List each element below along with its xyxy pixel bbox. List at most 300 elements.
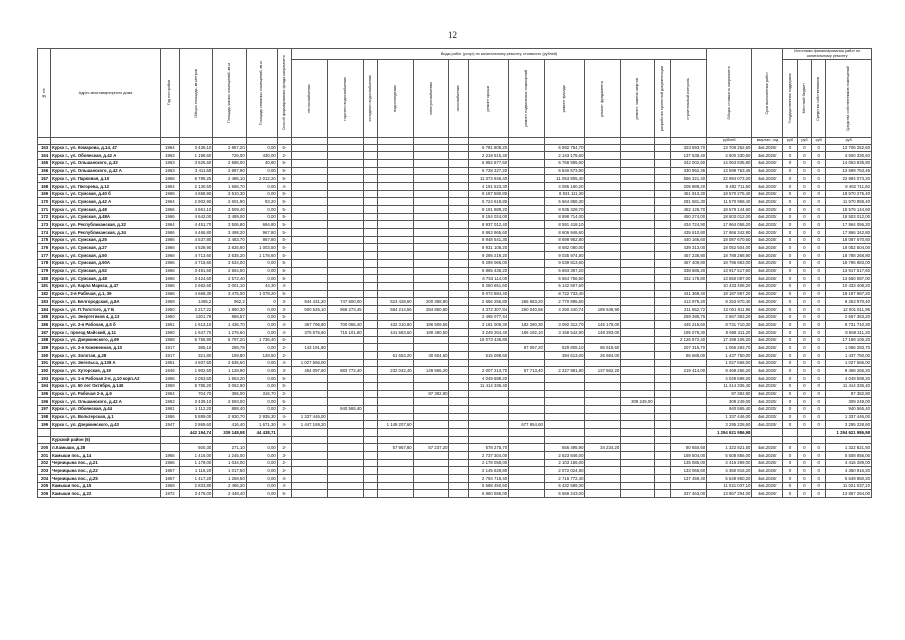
header-area-nonliving: Площадь нежилых помещений, кв.м xyxy=(246,49,277,138)
table-cell: 1965 xyxy=(160,190,179,198)
table-cell xyxy=(449,482,468,490)
table-cell: 1917 xyxy=(160,344,179,352)
table-cell: 2 564,60 xyxy=(213,267,246,275)
table-cell xyxy=(292,313,328,321)
table-cell: 1 322 821,50 xyxy=(707,444,752,452)
table-cell: 0 xyxy=(797,236,811,244)
table-cell: 4 350 916,20 xyxy=(826,467,872,475)
table-cell: 4 715,60 xyxy=(179,259,212,267)
table-cell: 266 583,20 xyxy=(509,298,545,306)
table-cell xyxy=(413,244,449,252)
table-cell xyxy=(621,444,654,452)
table-cell: 0 xyxy=(797,182,811,190)
table-cell xyxy=(363,329,377,337)
table-cell: 1966 xyxy=(160,459,179,467)
table-cell xyxy=(544,421,585,429)
table-cell: 4кв.2020г xyxy=(752,321,783,329)
table-cell xyxy=(51,428,161,436)
table-cell xyxy=(654,398,671,406)
table-cell xyxy=(413,475,449,483)
table-cell: 14 063 835,80 xyxy=(826,159,872,167)
table-cell: 1 613,10 xyxy=(179,321,212,329)
table-cell: 0 xyxy=(783,244,797,252)
table-cell: 5 588 450,60 xyxy=(468,482,509,490)
table-cell: 9 187 580,80 xyxy=(468,190,509,198)
table-cell xyxy=(621,144,654,152)
table-cell xyxy=(585,190,621,198)
table-cell xyxy=(327,236,363,244)
table-cell xyxy=(413,375,449,383)
table-cell: 0 xyxy=(812,359,826,367)
table-cell xyxy=(413,221,449,229)
table-cell xyxy=(654,352,671,360)
table-cell xyxy=(327,352,363,360)
table-cell xyxy=(363,313,377,321)
table-cell xyxy=(585,290,621,298)
table-cell xyxy=(327,490,363,498)
table-cell xyxy=(544,413,585,421)
table-cell xyxy=(363,159,377,167)
table-cell xyxy=(327,382,363,390)
table-cell: 4- xyxy=(277,321,291,329)
table-cell: 11 414 336,40 xyxy=(468,382,509,390)
header-total-owners: Средства собственников помещений xyxy=(826,60,872,138)
table-cell: 170 xyxy=(38,198,51,206)
table-cell: 4кв.2020г xyxy=(752,359,783,367)
table-cell: 0 xyxy=(783,305,797,313)
table-cell xyxy=(292,221,328,229)
table-cell: 11 570 958,40 xyxy=(707,198,752,206)
table-cell: 13 867 294,00 xyxy=(826,490,872,498)
table-cell: 1 245,00 xyxy=(213,452,246,460)
table-cell: 8 935 328,70 xyxy=(544,206,585,214)
table-cell xyxy=(509,467,545,475)
table-cell: 0 xyxy=(783,198,797,206)
table-cell xyxy=(327,282,363,290)
table-cell: 0 xyxy=(797,252,811,260)
table-cell xyxy=(363,444,377,452)
table-cell: 867,80 xyxy=(246,236,277,244)
table-cell: 0 xyxy=(783,236,797,244)
table-cell: Черницына пос., д.22 xyxy=(51,467,161,475)
table-cell: 0,00 xyxy=(246,190,277,198)
table-cell: 10 433 408,20 xyxy=(707,282,752,290)
table-cell xyxy=(327,167,363,175)
table-cell xyxy=(413,175,449,183)
table-cell xyxy=(654,452,671,460)
header-hot-water: горячего водоснабжения xyxy=(327,60,363,138)
table-cell xyxy=(292,336,328,344)
table-cell xyxy=(292,467,328,475)
table-cell: 3- xyxy=(277,298,291,306)
table-cell xyxy=(292,490,328,498)
table-cell xyxy=(449,321,468,329)
table-cell: 11 414 336,40 xyxy=(707,382,752,390)
table-cell: 856,57 xyxy=(213,313,246,321)
table-cell: 5 724 618,80 xyxy=(468,198,509,206)
table-cell: 0 xyxy=(812,298,826,306)
table-cell: 11 570 958,40 xyxy=(826,198,872,206)
table-cell: 1956 xyxy=(160,375,179,383)
table-cell: 83,20 xyxy=(246,198,277,206)
table-cell: 0 xyxy=(812,467,826,475)
table-cell: 1 178,00 xyxy=(179,459,212,467)
table-cell xyxy=(509,159,545,167)
table-cell: 9 191 889,20 xyxy=(468,206,509,214)
table-cell: 0 xyxy=(812,290,826,298)
table-cell: 1 736,40 xyxy=(246,336,277,344)
table-cell: 2 217,22 xyxy=(179,305,212,313)
table-cell: 3 506,80 xyxy=(213,221,246,229)
table-cell: 4- xyxy=(277,182,291,190)
table-cell: 5- xyxy=(277,290,291,298)
table-cell xyxy=(327,452,363,460)
table-cell xyxy=(363,367,377,375)
header-heat: теплоснабжения xyxy=(292,60,328,138)
table-cell: 0 xyxy=(812,329,826,337)
table-cell: 3 535,20 xyxy=(213,252,246,260)
table-cell xyxy=(585,421,621,429)
table-cell: 0 xyxy=(812,282,826,290)
table-cell: 0 xyxy=(797,475,811,483)
table-cell xyxy=(544,405,585,413)
table-cell xyxy=(509,405,545,413)
table-cell: 365,00 xyxy=(213,390,246,398)
table-cell xyxy=(621,298,654,306)
table-cell: 18 187 987,20 xyxy=(826,290,872,298)
header-works-group: Виды работ (услуг) по капитальному ремонту, стоимость (рублей) xyxy=(292,49,707,60)
table-cell: 1964 xyxy=(160,198,179,206)
table-cell: 0 xyxy=(812,313,826,321)
table-cell xyxy=(544,359,585,367)
table-cell: 457 409,80 xyxy=(671,259,707,267)
table-cell xyxy=(621,352,654,360)
table-cell: 9 039 813,60 xyxy=(544,259,585,267)
table-cell: 5 649 950,20 xyxy=(707,475,752,483)
section-row xyxy=(38,436,872,444)
table-cell: 1 066 283,70 xyxy=(826,344,872,352)
table-cell: Курск г., ул. Сумская, д.48 xyxy=(51,275,161,283)
table-cell xyxy=(449,305,468,313)
subtotal-row xyxy=(38,428,872,436)
table-cell: 188 xyxy=(38,336,51,344)
table-cell: 3 158 542,90 xyxy=(544,329,585,337)
table-cell xyxy=(621,359,654,367)
table-cell: 6 768 955,60 xyxy=(544,159,585,167)
table-cell: 163 xyxy=(38,144,51,152)
table-cell: 182 280,30 xyxy=(509,321,545,329)
table-cell: 2 219 515,40 xyxy=(468,152,509,160)
table-cell: 4кв.2020г xyxy=(752,275,783,283)
table-cell: 451 913,30 xyxy=(671,190,707,198)
table-cell xyxy=(544,382,585,390)
table-cell xyxy=(377,313,413,321)
table-cell: 13 650 087,00 xyxy=(707,275,752,283)
table-cell: 1968 xyxy=(160,175,179,183)
table-row xyxy=(38,236,872,244)
table-cell: 321,80 xyxy=(179,352,212,360)
table-cell: 4кв.2020г xyxy=(752,421,783,429)
table-cell xyxy=(292,267,328,275)
table-cell: 159 504,00 xyxy=(671,452,707,460)
table-cell: 1 118,20 xyxy=(179,467,212,475)
table-cell: 18 570 275,40 xyxy=(826,190,872,198)
table-cell: 13 706 252,60 xyxy=(826,144,872,152)
table-cell xyxy=(621,490,654,498)
table-cell: Курск г., ул. Сумская, д.50А xyxy=(51,259,161,267)
table-cell: 0,00 xyxy=(246,167,277,175)
table-cell: 11 373 946,40 xyxy=(468,175,509,183)
table-cell: 323 593,70 xyxy=(671,144,707,152)
table-cell: 0 xyxy=(783,344,797,352)
table-cell xyxy=(363,221,377,229)
table-cell: 0 xyxy=(783,490,797,498)
table-cell: 0 xyxy=(812,275,826,283)
table-cell xyxy=(449,367,468,375)
table-cell: 18 788 268,80 xyxy=(826,252,872,260)
table-row xyxy=(38,482,872,490)
table-cell xyxy=(509,313,545,321)
table-cell xyxy=(413,182,449,190)
table-cell: 1961 xyxy=(160,321,179,329)
header-year: Год постройки xyxy=(160,49,179,138)
table-cell xyxy=(327,290,363,298)
table-cell xyxy=(327,213,363,221)
table-cell: 13 917 517,60 xyxy=(826,267,872,275)
unit-rub: руб xyxy=(812,138,826,145)
table-cell: 0,00 xyxy=(246,490,277,498)
table-cell xyxy=(413,290,449,298)
table-cell: Курск г., ул. Ольшанского, д.42 А xyxy=(51,167,161,175)
table-cell: 5- xyxy=(277,267,291,275)
table-cell xyxy=(585,213,621,221)
table-cell xyxy=(363,198,377,206)
table-cell: 316,70 xyxy=(246,390,277,398)
table-cell: 4кв.2020г xyxy=(752,290,783,298)
table-cell: 183 xyxy=(38,298,51,306)
table-row xyxy=(38,452,872,460)
table-cell xyxy=(544,313,585,321)
table-cell xyxy=(654,175,671,183)
table-cell xyxy=(449,144,468,152)
table-cell xyxy=(509,259,545,267)
table-cell xyxy=(621,467,654,475)
table-cell xyxy=(413,398,449,406)
table-cell: 2- xyxy=(277,390,291,398)
table-cell: 2 794 719,40 xyxy=(468,475,509,483)
table-cell xyxy=(671,375,707,383)
table-cell xyxy=(621,244,654,252)
table-cell: 166 xyxy=(38,167,51,175)
table-cell: 4кв.2020г xyxy=(752,236,783,244)
table-cell: 3- xyxy=(277,367,291,375)
table-cell xyxy=(292,290,328,298)
table-cell: 430,00 xyxy=(246,152,277,160)
table-cell: 3 424,60 xyxy=(179,275,212,283)
table-cell: 1 027 566,00 xyxy=(707,359,752,367)
table-cell: 0 xyxy=(783,144,797,152)
table-cell: 0 xyxy=(797,421,811,429)
table-cell: 3 181 009,30 xyxy=(468,321,509,329)
table-cell: 1963 xyxy=(160,152,179,160)
table-cell: 189 480,50 xyxy=(413,329,449,337)
table-row xyxy=(38,290,872,298)
table-cell: 8 931 111,30 xyxy=(544,190,585,198)
table-cell xyxy=(377,152,413,160)
table-cell xyxy=(363,428,377,436)
table-cell: 8 482 711,60 xyxy=(826,182,872,190)
table-cell xyxy=(327,375,363,383)
table-cell xyxy=(621,236,654,244)
table-cell xyxy=(363,475,377,483)
table-cell xyxy=(327,398,363,406)
table-cell xyxy=(449,490,468,498)
table-cell xyxy=(292,144,328,152)
table-cell xyxy=(585,182,621,190)
table-cell: 2 593,00 xyxy=(213,398,246,406)
table-cell: 201 xyxy=(38,452,51,460)
table-cell: 1 902,50 xyxy=(179,367,212,375)
table-cell xyxy=(449,444,468,452)
table-cell xyxy=(509,252,545,260)
header-rn: № п/п xyxy=(38,49,51,138)
table-cell: 367 796,80 xyxy=(292,321,328,329)
table-row xyxy=(38,352,872,360)
table-cell xyxy=(292,252,328,260)
table-row xyxy=(38,405,872,413)
table-cell: 26 584,00 xyxy=(585,352,621,360)
table-cell: 1 034,00 xyxy=(213,459,246,467)
table-cell: 167 xyxy=(38,175,51,183)
table-cell xyxy=(377,244,413,252)
table-cell: 3 439,10 xyxy=(179,398,212,406)
table-cell xyxy=(621,329,654,337)
table-cell xyxy=(509,490,545,498)
table-cell xyxy=(449,236,468,244)
table-cell: 4кв.2020г xyxy=(752,390,783,398)
table-cell xyxy=(671,282,707,290)
table-cell: 940 565,40 xyxy=(826,405,872,413)
table-cell: 8 731 710,30 xyxy=(707,321,752,329)
table-cell xyxy=(585,175,621,183)
table-cell: Курск г., ул. Сумская, д.48 xyxy=(51,206,161,214)
table-cell: 2- xyxy=(277,344,291,352)
table-cell: 4кв.2020г xyxy=(752,344,783,352)
header-owners: Средства собственников xyxy=(812,60,826,138)
table-cell: 1964 xyxy=(160,182,179,190)
table-cell: 1966 xyxy=(160,252,179,260)
table-cell xyxy=(621,159,654,167)
table-cell xyxy=(654,259,671,267)
table-cell: 18 579 144,60 xyxy=(707,206,752,214)
table-cell: 2 997,90 xyxy=(213,167,246,175)
table-cell: 0 xyxy=(783,405,797,413)
table-cell: 0 xyxy=(783,282,797,290)
table-cell: 128,50 xyxy=(246,352,277,360)
table-cell: 11 053 805,40 xyxy=(544,175,585,183)
table-cell xyxy=(509,390,545,398)
table-cell xyxy=(449,436,468,444)
table-cell: 1 417,20 xyxy=(179,475,212,483)
table-cell: 5- xyxy=(277,221,291,229)
table-cell xyxy=(621,375,654,383)
table-cell xyxy=(377,359,413,367)
table-cell xyxy=(363,390,377,398)
table-cell: 4 350 916,20 xyxy=(707,467,752,475)
table-cell: Курск г., ул. Дзержинского, д.43 xyxy=(51,421,161,429)
table-cell xyxy=(327,467,363,475)
table-cell xyxy=(509,482,545,490)
table-cell: 0 xyxy=(783,252,797,260)
table-cell xyxy=(449,382,468,390)
table-cell: 2 833,80 xyxy=(179,482,212,490)
table-cell xyxy=(377,382,413,390)
table-cell: 5- xyxy=(277,190,291,198)
table-cell: 2 227 981,80 xyxy=(544,367,585,375)
table-cell xyxy=(292,475,328,483)
table-cell xyxy=(544,428,585,436)
table-cell: 4кв.2020г xyxy=(752,282,783,290)
table-cell xyxy=(449,182,468,190)
table-cell: 4кв.2020г xyxy=(752,367,783,375)
table-cell: 13 650 087,00 xyxy=(826,275,872,283)
table-cell: 12 001 811,96 xyxy=(826,305,872,313)
table-cell: 5- xyxy=(277,313,291,321)
table-cell: 0,00 xyxy=(246,144,277,152)
table-cell: 339 148,58 xyxy=(213,428,246,436)
table-cell: 464 097,60 xyxy=(292,367,328,375)
table-cell xyxy=(449,413,468,421)
table-cell: 0 xyxy=(812,252,826,260)
table-row xyxy=(38,490,872,498)
table-cell: 0 xyxy=(812,367,826,375)
table-cell: 0,00 xyxy=(246,382,277,390)
table-cell: 13 706 252,60 xyxy=(707,144,752,152)
table-cell xyxy=(413,413,449,421)
table-cell xyxy=(449,398,468,406)
table-cell xyxy=(509,175,545,183)
table-cell: Курск г., ул. Парковая, д.10 xyxy=(51,175,161,183)
table-row xyxy=(38,152,872,160)
table-cell xyxy=(621,221,654,229)
table-cell: Курск г., ул. Пигорева, д.12 xyxy=(51,182,161,190)
table-cell xyxy=(654,421,671,429)
table-cell xyxy=(509,336,545,344)
table-cell: 4кв.2020г xyxy=(752,405,783,413)
table-row xyxy=(38,467,872,475)
table-cell: 0 xyxy=(797,467,811,475)
table-cell: 195 xyxy=(38,390,51,398)
table-cell: 0 xyxy=(812,152,826,160)
table-cell xyxy=(468,390,509,398)
table-cell xyxy=(621,452,654,460)
table-cell xyxy=(377,290,413,298)
table-cell xyxy=(449,252,468,260)
table-row xyxy=(38,221,872,229)
table-cell xyxy=(797,428,811,436)
table-cell xyxy=(377,428,413,436)
table-cell xyxy=(509,244,545,252)
header-foundation: ремонт фундамента xyxy=(585,60,621,138)
table-cell: 0 xyxy=(783,290,797,298)
table-cell: 0,00 xyxy=(246,444,277,452)
table-cell: 2 486,20 xyxy=(213,482,246,490)
table-cell: 17 964 056,20 xyxy=(707,221,752,229)
table-cell: 8 682 080,00 xyxy=(544,244,585,252)
table-cell: 0,00 xyxy=(246,467,277,475)
table-cell: 0,00 xyxy=(246,305,277,313)
table-cell: 6 753 114,00 xyxy=(468,275,509,283)
